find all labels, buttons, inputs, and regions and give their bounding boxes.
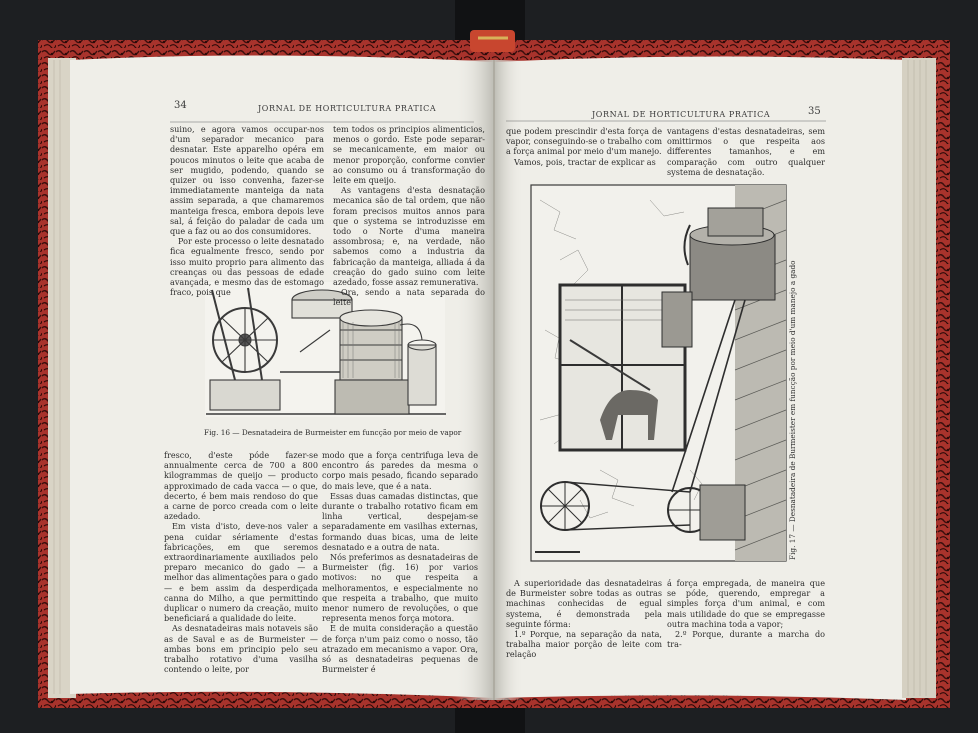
paragraph: vantagens d'estas desnatadeiras, sem omittirmos o que respeita aos differentes tamanhos, e em comparação com outro qualquer systema de desnatação. (667, 126, 825, 177)
paragraph: fresco, d'este póde fazer-se annualmente cerca de 700 a 800 kilogrammas de queijo — producto approximado de cada vacca — o que, decerto, é bem mais rendoso do que a carne de porco creada com o leite azedado. (164, 450, 318, 522)
right-col2-top (667, 126, 825, 178)
paragraph: A superioridade das desnatadeiras de Burmeister sobre todas as outras machinas conhecidas de egual systema, é demonstrada pela seguinte fórma: (506, 578, 662, 629)
paragraph: As vantagens d'esta desnatação mecanica são de tal ordem, que não foram precisos muitos annos para que o systema se introduzisse em todo o Norte d'uma maneira assombrosa; e, na verdade, não sabemos como a industria da fabricação da manteiga, alliada á da creação do gado suino com leite azedado, fosse assaz remunerativa. (333, 185, 485, 288)
paragraph: tem todos os principios alimenticios, menos o gordo. Este pode separar-se mecanicamente, em maior ou menor proporção, conforme convier ao consumo ou á transformação do leite em queijo. (333, 124, 485, 186)
paragraph: Nós preferimos as desnatadeiras de Burmeister (fig. 16) por varios motivos: no que respeita a melhoramentos, e especialmente no que respeita a trabalho, que muito menor numero de revoluções, o que representa menos força motora. (322, 552, 478, 624)
left-col2-top (333, 124, 485, 308)
paragraph: que podem prescindir d'esta força de vapor, conseguindo-se o trabalho com a força animal por meio d'um manejo. (506, 126, 662, 157)
right-col1-bottom (506, 578, 662, 660)
paragraph: suino, e agora vamos occupar-nos d'um separador mecanico para desnatar. Este apparelho opéra em poucos minutos o leite que acaba de ser mugido, podendo, quando se quizer ou isso convenha, fazer-se immediatamente manteiga da nata assim separada, a que chamaremos manteiga fresca, embora depois leve sal, á feição do paladar de cada um que a faz ou ao dos consumidores. (170, 124, 324, 237)
paragraph: modo que a força centrifuga leva de encontro ás paredes da mesma o corpo mais pesado, ficando separado do mais leve, que é a nata. (322, 450, 478, 491)
paragraph: Em vista d'isto, deve-nos valer a pena cuidar sériamente d'estas fabricações, em que seremos extraordinariamente auxiliados pelo preparo mecanico do gado — a melhor das alimentações para o gado — e bem assim da desperdiçada canna do Milho, a que permittindo duplicar o numero da creação, muito beneficiará a qualidade do leite. (164, 521, 318, 624)
right-page-number: 35 (808, 106, 821, 117)
paragraph: As desnatadeiras mais notaveis são as de Saval e as de Burmeister — ambas bons em principio pelo seu trabalho rotativo d'uma vasilha contendo o leite, por (164, 623, 318, 675)
paragraph: Essas duas camadas distinctas, que durante o trabalho rotativo ficam em linha vertical, despejam-se separadamente em vasilhas externas, formando duas bicas, uma de leite desnatado e a outra de nata. (322, 490, 478, 552)
right-col2-bottom (667, 578, 825, 650)
right-running-header: JORNAL DE HORTICULTURA PRATICA (592, 110, 771, 119)
left-col2-bottom (322, 450, 478, 675)
figure-16-caption: Fig. 16 — Desnatadeira de Burmeister em funcção por meio de vapor (204, 428, 462, 437)
figure-17-caption: Fig. 17 — Desnatadeira de Burmeister em funcção por meio d'um manejo a gado (788, 260, 797, 560)
left-page-number: 34 (174, 100, 187, 111)
left-running-header: JORNAL DE HORTICULTURA PRATICA (258, 104, 437, 113)
paragraph: 2.º Porque, durante a marcha do tra- (667, 629, 825, 650)
paragraph: E de muita consideração a questão de força n'um paiz como o nosso, tão atrazado em mecanismo a vapor. Ora, só as desnatadeiras pequenas de Burmeister é (322, 623, 478, 675)
left-col1-bottom (164, 450, 318, 675)
paragraph: Ora, sendo a nata separada do leite (333, 287, 485, 308)
paragraph: Vamos, pois, tractar de explicar as (514, 156, 656, 167)
paragraph: á força empregada, de maneira que se póde, querendo, empregar a simples força d'um animal, e com mais utilidade do que se empregasse outra machina toda a vapor; (667, 578, 825, 629)
figure-17-engraving (531, 185, 786, 561)
left-col1-top (170, 124, 324, 298)
right-col1-top (506, 126, 662, 178)
paragraph: Por este processo o leite desnatado fica egualmente fresco, sendo por isso muito proprio para alimento das creanças ou das pessoas de edade avançada, e mesmo das de estomago fraco, pois que (170, 236, 324, 298)
paragraph: 1.º Porque, na separação da nata, trabalha maior porção de leite com relação (506, 629, 662, 660)
